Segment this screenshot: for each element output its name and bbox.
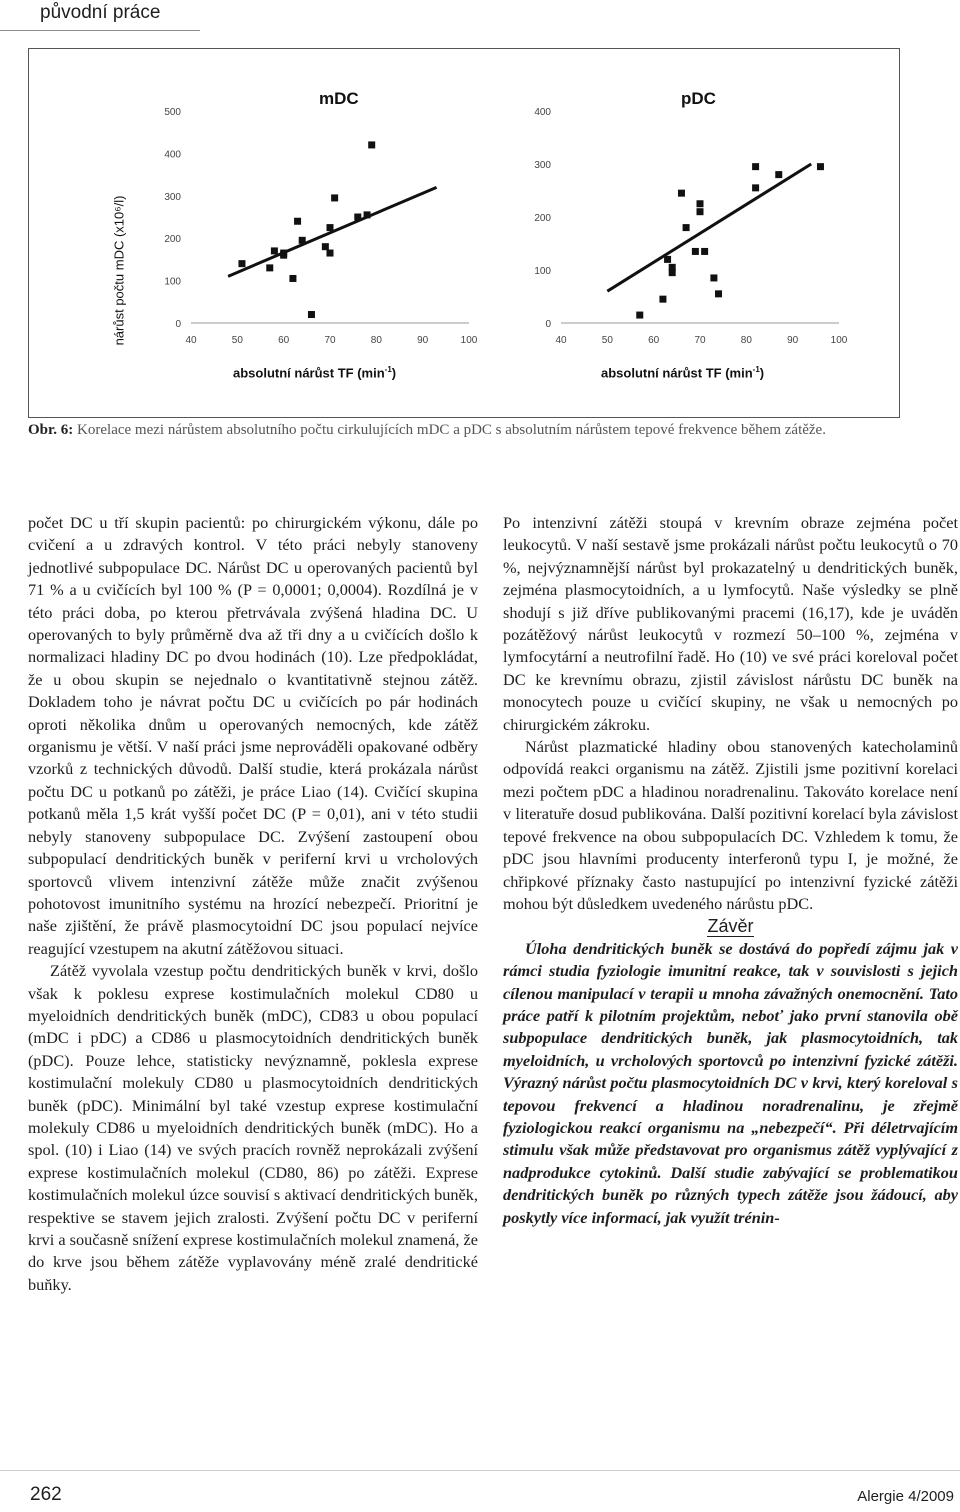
pdc-data-point xyxy=(683,224,690,231)
pdc-data-point xyxy=(636,312,643,319)
page-number: 262 xyxy=(30,1484,62,1505)
right-paragraph-1: Po intenzivní zátěži stoupá v krevním obraze zejména počet leukocytů. V naší sestavě jsme prokázali nárůst počtu leukocytů o 70 %, nejvýznamnější nárůst byl prokazatelný u dendritických buněk, zejména plasmocytoidních, a u lymfocytů. Naše výsledky se plně shodují s již dříve publikovanými pracemi (16,17), kde je uváděn pozátěžový nárůst leukocytů v rozmezí 50–100 %, zejména v lymfocytární a neutrofilní řadě. Ho (10) ve své práci koreloval počet DC ke krevnímu obrazu, zjistil závislost nárůstu DC buněk na monocytech pouze u cvičící skupiny, ne však u nemocných po chirurgickém zákroku. xyxy=(503,513,958,734)
mdc-y-tick-label: 500 xyxy=(164,107,181,118)
left-paragraph-2: Zátěž vyvolala vzestup počtu dendritických buněk v krvi, došlo však k poklesu exprese kostimulačních molekul CD80 u myeloidních dendritických buněk (mDC), CD83 u obou populací (mDC i pDC) a CD86 u plasmocytoidních dendritických buněk (pDC). Pouze lehce, statisticky nevýznamně, poklesla exprese kostimulační molekuly CD80 u plasmocytoidních dendritických buněk (pDC). Minimální byl také vzestup exprese kostimulační molekuly CD86 u myeloidních dendritických buněk (mDC). Ho a spol. (10) i Liao (14) ve svých pracích rovněž neprokázali zvýšení exprese kostimulačních molekul (CD80, 86) po zátěži. Exprese kostimulačních molekul úzce souvisí s aktivací dendritických buněk, respektive se stavem jejich zralosti. Zvýšení počtu DC v periferní krvi a současně snížení exprese kostimulačních molekul znamená, že do krve jsou během zátěže vyplavovány méně zralé dendritické buňky. xyxy=(28,961,478,1294)
header-rule xyxy=(0,30,200,31)
mdc-y-tick-label: 100 xyxy=(164,276,181,288)
mdc-data-point xyxy=(308,311,315,318)
mdc-data-point xyxy=(280,252,287,259)
pdc-data-point xyxy=(669,264,676,271)
section-heading-conclusion: Závěr xyxy=(707,916,754,937)
footer-rule xyxy=(0,1470,960,1471)
scatter-plot-pdc xyxy=(519,101,859,401)
conclusion-paragraph: Úloha dendritických buněk se dostává do popředí zájmu jak v rámci studia fyziologie imunitní reakce, tak v souvislosti s jejich cílenou manipulací v terapii u mnoha závažných onemocnění. Tato práce patří k pilotním projektům, neboť jako první stanovila obě subpopulace dendritických buněk, jak plasmocytoidních, tak myeloidních, u vrcholových sportovců po intenzivní fyzické zátěži. Výrazný nárůst počtu plasmocytoidních DC v krvi, který koreloval s tepovou frekvencí a hladinou noradrenalinu, je zřejmě fyziologickou reakcí organismu na „nebezpečí“. Při déletrvajícím stimulu však může představovat pro organismus zátěž vyplývající z nadprodukce cytokinů. Další studie zabývající se problematikou dendritických buněk po různých typech zátěže jsou žádoucí, aby poskytly více informací, jak využít trénin- xyxy=(503,938,958,1227)
pdc-y-tick-label: 0 xyxy=(545,319,551,330)
mdc-x-tick-label: 90 xyxy=(417,335,429,346)
mdc-data-point xyxy=(266,264,273,271)
mdc-x-tick-label: 60 xyxy=(278,335,290,346)
figure-caption xyxy=(28,420,928,440)
pdc-data-point xyxy=(664,256,671,263)
pdc-y-tick-label: 100 xyxy=(534,266,551,277)
figure-box xyxy=(28,48,900,418)
left-column xyxy=(28,512,478,1296)
mdc-x-tick-label: 100 xyxy=(460,335,478,346)
mdc-data-point xyxy=(327,224,334,231)
pdc-y-tick-label: 400 xyxy=(534,107,551,118)
pdc-x-tick-label: 60 xyxy=(648,335,660,346)
right-paragraph-2: Nárůst plazmatické hladiny obou stanovených katecholaminů odpovídá reakci organismu na zátěž. Zjistili jsme pozitivní korelaci mezi počtem pDC a hladinou noradrenalinu. Takováto korelace není v literatuře dosud publikována. Další pozitivní korelací byla závislost tepové frekvence na obou subpopulacích DC. Vzhledem k tomu, že pDC jsou hlavními producenty interferonů typu I, je možné, že chřipkové příznaky často nastupující po intenzivní fyzické zátěži mohou být důsledkem uvedeného nárůstu pDC. xyxy=(503,737,958,913)
pdc-data-point xyxy=(710,274,717,281)
mdc-y-tick-label: 200 xyxy=(164,234,181,246)
x-axis-label-pdc: absolutní nárůst TF $(\min^{-1})$ xyxy=(601,365,765,381)
right-column xyxy=(503,512,958,1229)
pdc-x-tick-label: 100 xyxy=(830,335,848,346)
pdc-x-tick-label: 70 xyxy=(694,335,706,346)
mdc-data-point xyxy=(364,211,371,218)
mdc-data-point xyxy=(238,260,245,267)
pdc-data-point xyxy=(697,200,704,207)
pdc-x-tick-label: 40 xyxy=(555,335,567,346)
mdc-y-tick-label: 400 xyxy=(164,149,181,161)
pdc-y-tick-label: 300 xyxy=(534,160,551,171)
mdc-y-tick-label: 300 xyxy=(164,191,181,203)
pdc-x-tick-label: 90 xyxy=(787,335,799,346)
mdc-data-point xyxy=(354,214,361,221)
pdc-data-point xyxy=(697,208,704,215)
chart-title-mdc: mDC xyxy=(319,89,359,108)
pdc-data-point xyxy=(659,296,666,303)
left-paragraph-1: počet DC u tří skupin pacientů: po chirurgickém výkonu, dále po cvičení a u zdravých kontrol. V této práci nebyly stanoveny jednotlivé subpopulace DC. Nárůst DC u operovaných pacientů byl 71 % a u cvičících byl 100 % (P = 0,0001; 0,0004). Rozdílná je v této práci doba, po kterou přetrvávala zvýšená hladina DC. U operovaných to byly průměrně dva až tři dny a u cvičících došlo k normalizaci hladiny DC po dvou hodinách (10). Lze předpokládat, že u obou skupin se nejednalo o kvantitativně stejnou zátěž. Dokladem toho je návrat počtu DC u cvičících po pár hodinách oproti několika dnům u operovaných nemocných, kde zátěž organismu je větší. V naší práci jsme neprováděli opakované odběry vzorků z technických důvodů. Další studie, která prokázala nárůst počtu DC u potkanů po zátěži, je práce Liao (14). Cvičící skupina potkanů měla 1,5 krát vyšší počet DC (P = 0,01), ani v této studii nebyly stanoveny subpopulace DC. Zvýšení zastoupení obou subpopulací dendritických buněk v periferní krvi u vrcholových sportovců vlivem intenzivní zátěže může značit zvýšenou pohotovost imunitního systému na hrozící nebezpečí. Prioritní je naše zjištění, že právě plasmocytoidní DC jsou populací nejvíce reagující vzestupem na akutní zátěžovou situaci. xyxy=(28,513,478,958)
pdc-data-point xyxy=(752,184,759,191)
pdc-data-point xyxy=(775,171,782,178)
pdc-data-point xyxy=(701,248,708,255)
mdc-data-point xyxy=(322,243,329,250)
pdc-data-point xyxy=(817,163,824,170)
mdc-data-point xyxy=(327,250,334,257)
mdc-x-tick-label: 80 xyxy=(370,335,382,346)
caption-lead: Obr. 6: xyxy=(28,422,74,438)
pdc-data-point xyxy=(715,290,722,297)
pdc-y-tick-label: 200 xyxy=(534,213,551,224)
mdc-data-point xyxy=(294,218,301,225)
y-axis-label: nárůst počtu mDC (x10⁶/l) xyxy=(111,195,127,346)
mdc-data-point xyxy=(331,194,338,201)
mdc-data-point xyxy=(368,141,375,148)
mdc-x-tick-label: 70 xyxy=(324,335,336,346)
journal-name: Alergie 4/2009 xyxy=(857,1488,954,1505)
caption-text: Korelace mezi nárůstem absolutního počtu cirkulujících mDC a pDC s absolutním nárůstem tepové frekvence během zátěže. xyxy=(73,422,826,438)
mdc-data-point xyxy=(271,247,278,254)
pdc-x-tick-label: 80 xyxy=(740,335,752,346)
pdc-data-point xyxy=(692,248,699,255)
scatter-plot-mdc xyxy=(149,101,489,401)
pdc-trendline xyxy=(607,164,811,291)
pdc-x-tick-label: 50 xyxy=(601,335,613,346)
mdc-y-tick-label: 0 xyxy=(175,319,181,330)
mdc-x-tick-label: 50 xyxy=(231,335,243,346)
pdc-data-point xyxy=(678,190,685,197)
mdc-data-point xyxy=(289,275,296,282)
pdc-data-point xyxy=(752,163,759,170)
mdc-data-point xyxy=(299,237,306,244)
x-axis-label-mdc: absolutní nárůst TF $(\min^{-1})$ xyxy=(233,365,397,381)
mdc-x-tick-label: 40 xyxy=(185,335,197,346)
chart-title-pdc: pDC xyxy=(681,89,716,108)
section-label: původní práce xyxy=(40,2,161,23)
